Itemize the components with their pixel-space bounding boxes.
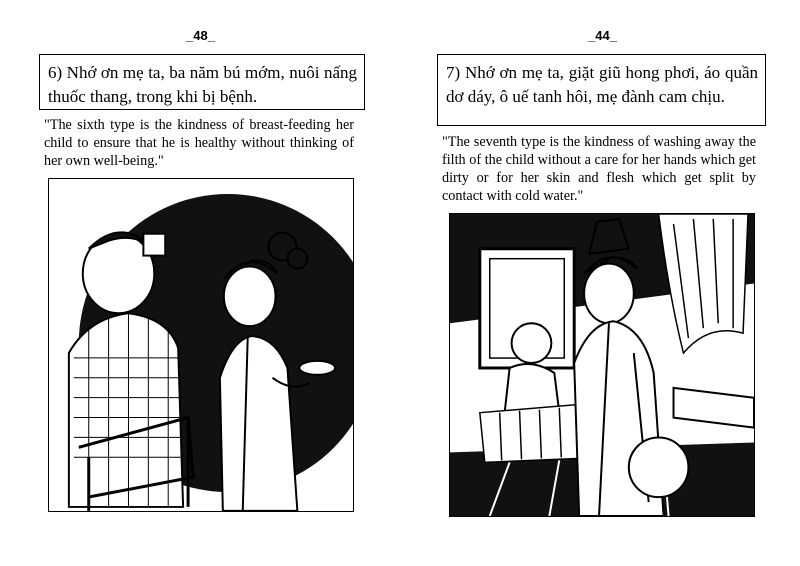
left-page-number: _48_ — [186, 28, 215, 43]
left-verse-text: 6) Nhớ ơn mẹ ta, ba năm bú mớm, nuôi nấng thuốc thang, trong khi bị bệnh. — [48, 63, 357, 106]
left-caption: "The sixth type is the kindness of breast-feeding her child to ensure that he is healthy without thinking of her own well-being." — [44, 117, 354, 169]
left-illustration — [48, 178, 354, 512]
right-illustration — [449, 213, 755, 517]
right-page-number: _44_ — [588, 28, 617, 43]
right-verse-text: 7) Nhớ ơn mẹ ta, giặt giũ hong phơi, áo quần dơ dáy, ô uế tanh hôi, mẹ đành cam chịu. — [446, 63, 758, 106]
right-caption: "The seventh type is the kindness of washing away the filth of the child without a care for her hands which get dirty or for her skin and flesh which get split by contact with cold water." — [442, 134, 756, 204]
right-verse-box — [437, 54, 766, 126]
left-verse-box — [39, 54, 365, 110]
mother-washing-child-illustration-icon — [450, 214, 754, 516]
mother-bringing-medicine-illustration-icon — [49, 179, 353, 511]
